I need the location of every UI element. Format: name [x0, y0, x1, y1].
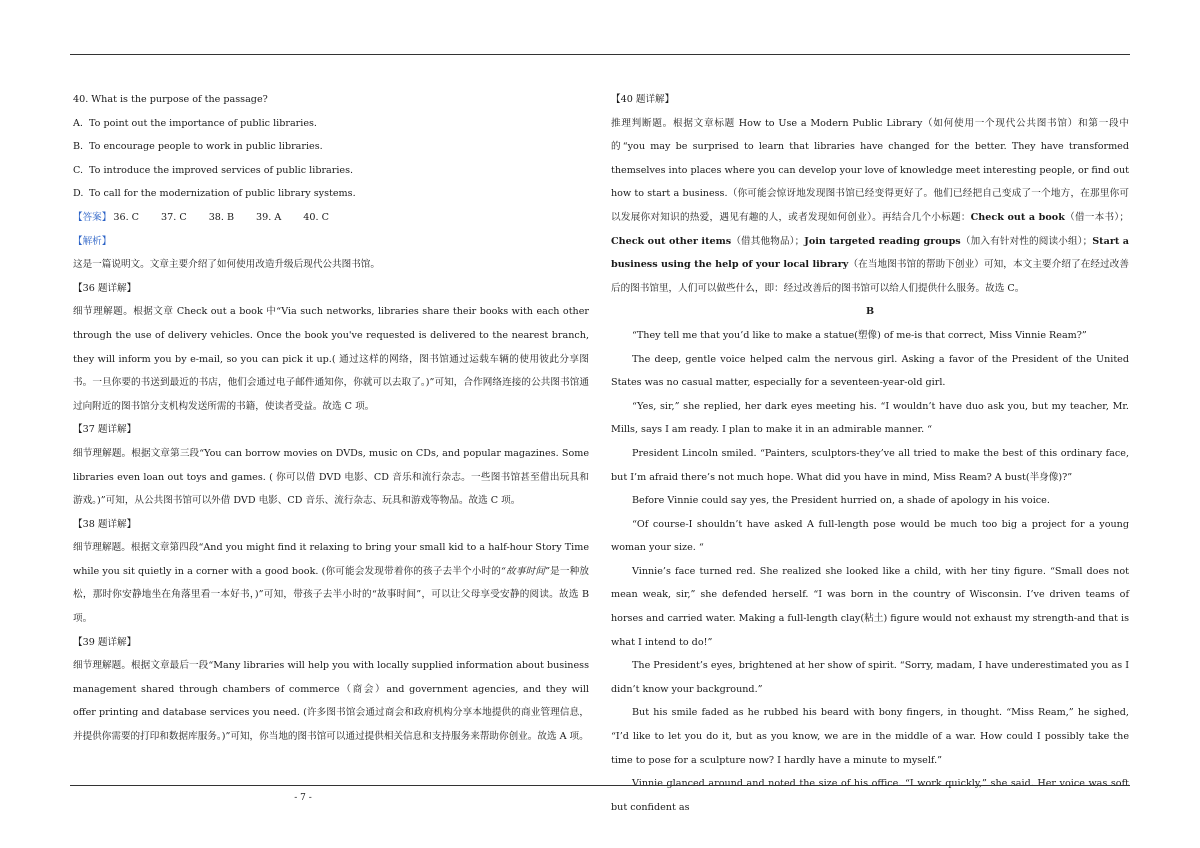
header-rule [70, 54, 1130, 55]
option-letter: B. [73, 141, 84, 153]
answer-label: 【答案】 [73, 211, 112, 223]
explanation-40-part: （借其他物品）； [731, 235, 805, 247]
answer-item: 40. C [303, 211, 329, 223]
footer-rule [70, 785, 1130, 786]
story-paragraph: But his smile faded as he rubbed his beard with bony fingers, in thought. “Miss Ream,” he sighed, “I’d like to let you do it, but as you know, we are in the middle of a war. How could I possibly take the time to pose for a sculpture now? I hardly have a minute to myself.” [611, 707, 1129, 766]
section-b-title: B [865, 306, 875, 318]
heading-39: 【39 题详解】 [73, 636, 137, 648]
analysis-intro: 这是一篇说明文。文章主要介绍了如何使用改造升级后现代公共图书馆。 [73, 259, 380, 271]
option-text: To call for the modernization of public library systems. [89, 188, 356, 200]
story-paragraph: “Yes, sir,” she replied, her dark eyes meeting his. “I wouldn’t have duo ask you, but my teacher, Mr. Mills, says I am ready. I plan to make it in an admirable manner. “ [611, 400, 1129, 436]
heading-38: 【38 题详解】 [73, 518, 137, 530]
heading-36: 【36 题详解】 [73, 282, 137, 294]
heading-40: 【40 题详解】 [611, 94, 675, 105]
story-paragraph: The President’s eyes, brightened at her show of spirit. “Sorry, madam, I have underestimated you as I didn’t know your background.” [611, 660, 1129, 695]
explanation-36: 细节理解题。根据文章 Check out a book 中“Via such networks, libraries share their books with each other through the use of delivery vehicles. Once the book you've requested is delivered to the nearest branch, they will inform you by e-mail, so you can pick it up.( 通过这样的网络，图书馆通过运载车辆的使用彼此分享图书。一旦你要的书送到最近的书店，他们会通过电子邮件通知你，你就可以去取了。)”可知，合作网络连接的公共图书馆通过向附近的图书馆分支机构发送所需的书籍，使读者受益。故选 C 项。 [73, 306, 589, 412]
answer-item: 38. B [208, 211, 235, 223]
story-paragraph: “They tell me that you’d like to make a statue(塑像) of me-is that correct, Miss Vinnie Ream?” [632, 329, 1087, 341]
analysis-label: 【解析】 [73, 235, 112, 247]
option-letter: C. [73, 164, 84, 176]
story-paragraph: Before Vinnie could say yes, the President hurried on, a shade of apology in his voice. [632, 495, 1050, 507]
subheading-start-business: Start a business using the help of your local library [611, 235, 1130, 271]
right-column [611, 88, 1129, 819]
explanation-40-part: （借一本书）； [1064, 211, 1129, 223]
story-time-italic: “故事时间” [501, 565, 550, 577]
explanation-37: 细节理解题。根据文章第三段“You can borrow movies on DVDs, music on CDs, and popular magazines. Some libraries even loan out toys and games. ( 你可以借 DVD 电影、CD 音乐和流行杂志。一些图书馆甚至借出玩具和游戏。)”可知，从公共图书馆可以外借 DVD 电影、CD 音乐、流行杂志、玩具和游戏等物品。故选 C 项。 [73, 447, 589, 507]
story-paragraph: The deep, gentle voice helped calm the nervous girl. Asking a favor of the President of the United States was no casual matter, especially for a seventeen-year-old girl. [611, 353, 1129, 389]
explanation-39: 细节理解题。根据文章最后一段“Many libraries will help you with locally supplied information about business management shared through chambers of commerce（商会）and government agencies, and they will offer printing and database services you need. (许多图书馆会通过商会和政府机构分享本地提供的商业管理信息，并提供你需要的打印和数据库服务。)”可知，你当地的图书馆可以通过提供相关信息和支持服务来帮助你创业。故选 A 项。 [73, 660, 589, 743]
explanation-40-part: 推理判断题。根据文章标题 How to Use a Modern Public Library（如何使用一个现代公共图书馆）和第一段中的“you may be surprised to learn that libraries have changed for the better. They have transformed themselves into places where you can develop your love of knowledge meet interesting people, or find out how to start a business.（你可能会惊讶地发现图书馆已经变得更好了。他们已经把自己变成了一个地方，在那里你可以发展你对知识的热爱，遇见有趣的人，或者发现如何创业）。再结合几个小标题： [611, 117, 1129, 223]
option-text: To encourage people to work in public libraries. [89, 141, 323, 153]
story-paragraph: Vinnie glanced around and noted the size of his office. “I work quickly,” she said. Her voice was soft but confident as [611, 778, 1129, 813]
option-text: To introduce the improved services of public libraries. [89, 164, 354, 176]
answer-item: 37. C [161, 211, 187, 223]
option-a [73, 112, 589, 136]
heading-37: 【37 题详解】 [73, 424, 137, 436]
left-column [73, 88, 589, 749]
explanation-38-part: 细节理解题。根据文章第四段“And you might find it relaxing to bring your small kid to a half-hour Story Time while you sit quietly in a corner with a good book. (你可能会发现带着你的孩子去半个小时的 [73, 542, 589, 577]
explanation-40-part: （在当地图书馆的帮助下创业）可知，本文主要介绍了在经过改善后的图书馆里，人们可以做些什么，即：经过改善后的图书馆可以给人们提供什么服务。故选 C。 [611, 259, 1130, 294]
explanation-38-part: 是一种放松，那时你安静地坐在角落里看一本好书，)”可知，带孩子去半小时的“故事时间”，可以让父母享受安静的阅读。故选 B 项。 [73, 565, 589, 625]
option-text: To point out the importance of public libraries. [89, 117, 317, 129]
explanation-40-part: （加入有针对性的阅读小组）； [960, 235, 1093, 247]
option-letter: A. [73, 117, 83, 129]
explanation-38 [73, 536, 589, 630]
story-paragraph: “Of course-I shouldn’t have asked A full-length pose would be much too big a project for a young woman your size. “ [611, 518, 1129, 554]
question-40: 40. What is the purpose of the passage? [73, 94, 268, 105]
option-letter: D. [73, 188, 84, 200]
subheading-check-out-items: Check out other items [611, 235, 732, 247]
answer-item: 39. A [256, 211, 282, 223]
option-d [73, 182, 589, 206]
option-c [73, 159, 589, 183]
explanation-40 [611, 112, 1129, 301]
page-number: - 7 - [294, 793, 312, 803]
subheading-check-out-book: Check out a book [970, 211, 1065, 223]
subheading-reading-groups: Join targeted reading groups [804, 235, 961, 247]
story-paragraph: President Lincoln smiled. “Painters, sculptors-they’ve all tried to make the best of this ordinary face, but I’m afraid there’s not much hope. What did you have in mind, Miss Ream? A bust(半身像)?” [611, 447, 1129, 483]
answer-line [73, 206, 589, 230]
answer-item: 36. C [113, 211, 140, 223]
story-paragraph: Vinnie’s face turned red. She realized she looked like a child, with her tiny figure. “Small does not mean weak, sir,” she defended herself. “I was born in the country of Wisconsin. I’ve driven teams of horses and carried water. Making a full-length clay(粘土) figure would not exhaust my strength-and that is what I intend to do!” [611, 565, 1129, 648]
option-b [73, 135, 589, 159]
